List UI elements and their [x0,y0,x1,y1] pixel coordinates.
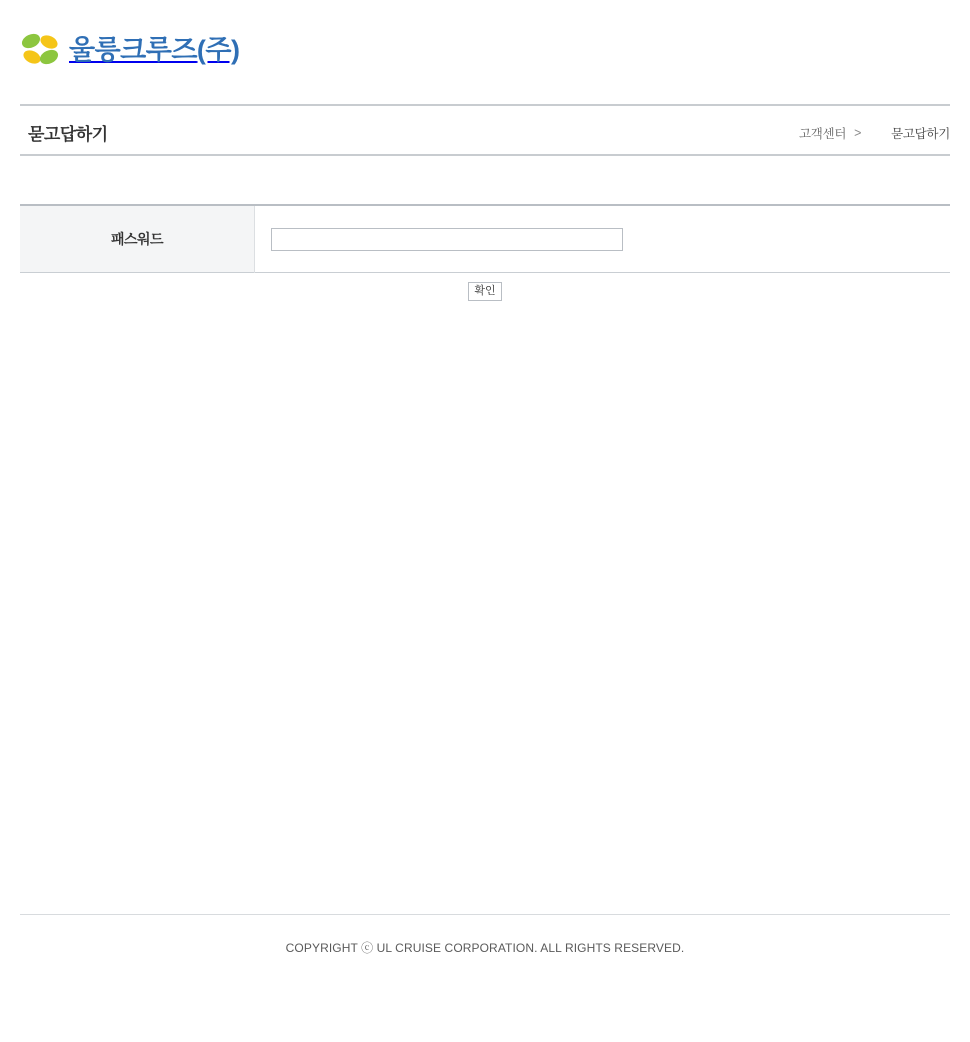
breadcrumb-current: 묻고답하기 [891,127,950,141]
site-footer [0,914,970,956]
form-actions [20,273,950,301]
password-field-cell [255,205,951,273]
password-label: 패스워드 [20,205,255,273]
site-logo-link[interactable] [20,28,240,72]
footer-divider [20,914,950,915]
main-content [20,156,950,301]
breadcrumb [799,124,950,142]
breadcrumb-parent[interactable]: 고객센터 [799,127,847,141]
password-form-table [20,204,950,273]
pinwheel-flower-icon [20,28,60,72]
breadcrumb-separator-icon: > [854,126,862,140]
page-titlebar [20,104,950,156]
logo-name: 울릉크루즈 [69,34,197,65]
logo-suffix: (주) [196,34,240,65]
site-header [0,0,970,104]
table-row [20,205,950,273]
site-logo-text [69,34,240,65]
page-title: 묻고답하기 [28,125,108,144]
password-input[interactable] [271,228,623,251]
submit-button[interactable]: 확인 [468,282,501,301]
copyright-text: COPYRIGHT ⓒ UL CRUISE CORPORATION. ALL RIGHTS RESERVED. [285,941,685,955]
